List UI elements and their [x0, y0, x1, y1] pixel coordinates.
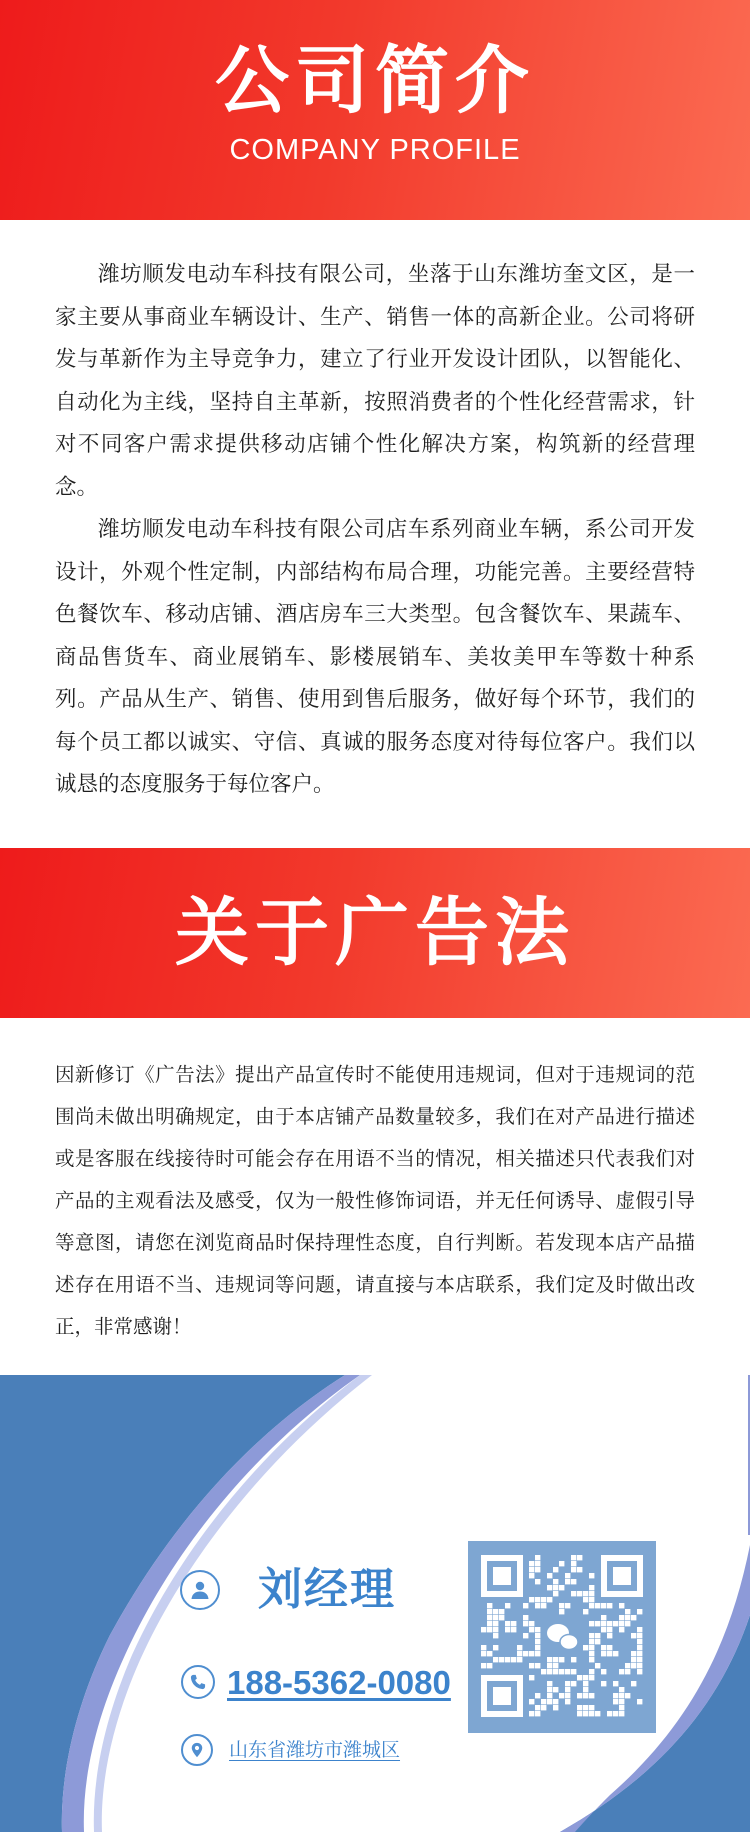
qr-module	[565, 1693, 570, 1698]
qr-module	[565, 1579, 570, 1584]
qr-module	[595, 1621, 600, 1626]
qr-module	[589, 1705, 594, 1710]
qr-code-pattern	[480, 1553, 644, 1721]
qr-module	[505, 1657, 510, 1662]
qr-module	[577, 1693, 582, 1698]
advertising-law-banner	[0, 848, 750, 1018]
qr-module	[529, 1663, 534, 1668]
qr-module	[589, 1603, 594, 1608]
qr-module	[625, 1669, 630, 1674]
qr-module	[529, 1573, 534, 1578]
qr-module	[547, 1663, 552, 1668]
qr-module	[583, 1681, 588, 1686]
company-profile-title: 公司简介	[215, 38, 535, 124]
qr-module	[583, 1705, 588, 1710]
qr-module	[529, 1711, 534, 1716]
wechat-qr-code[interactable]	[468, 1541, 656, 1733]
qr-module	[529, 1567, 534, 1572]
contact-card	[0, 1375, 750, 1832]
qr-module	[559, 1693, 564, 1698]
qr-module	[535, 1651, 540, 1656]
qr-module	[589, 1597, 594, 1602]
qr-module	[583, 1591, 588, 1596]
qr-module	[535, 1597, 540, 1602]
qr-module	[637, 1609, 642, 1614]
qr-module	[595, 1711, 600, 1716]
qr-module	[523, 1621, 528, 1626]
qr-module	[625, 1615, 630, 1620]
qr-module	[547, 1597, 552, 1602]
qr-module	[613, 1693, 618, 1698]
qr-module	[559, 1669, 564, 1674]
qr-module	[493, 1621, 498, 1626]
qr-module	[583, 1645, 588, 1650]
qr-module	[571, 1669, 576, 1674]
qr-module	[637, 1633, 642, 1638]
qr-module	[529, 1561, 534, 1566]
qr-module	[583, 1711, 588, 1716]
qr-module	[625, 1609, 630, 1614]
qr-module	[595, 1633, 600, 1638]
qr-module	[583, 1675, 588, 1680]
qr-module	[631, 1657, 636, 1662]
qr-module	[547, 1585, 552, 1590]
qr-module	[511, 1657, 516, 1662]
qr-module	[541, 1705, 546, 1710]
qr-module	[535, 1567, 540, 1572]
qr-module	[523, 1603, 528, 1608]
qr-module	[631, 1651, 636, 1656]
qr-module	[589, 1669, 594, 1674]
qr-finder-square	[493, 1567, 511, 1585]
qr-module	[487, 1615, 492, 1620]
qr-module	[547, 1573, 552, 1578]
qr-module	[637, 1645, 642, 1650]
qr-module	[589, 1585, 594, 1590]
qr-module	[613, 1621, 618, 1626]
qr-module	[631, 1681, 636, 1686]
qr-module	[535, 1633, 540, 1638]
qr-module	[529, 1621, 534, 1626]
qr-module	[583, 1693, 588, 1698]
address-row[interactable]	[181, 1734, 400, 1766]
qr-module	[601, 1621, 606, 1626]
qr-module	[571, 1555, 576, 1560]
qr-module	[535, 1639, 540, 1644]
qr-module	[553, 1663, 558, 1668]
qr-module	[631, 1633, 636, 1638]
qr-module	[571, 1567, 576, 1572]
qr-module	[553, 1567, 558, 1572]
qr-module	[601, 1615, 606, 1620]
qr-module	[565, 1669, 570, 1674]
qr-module	[487, 1621, 492, 1626]
qr-module	[547, 1687, 552, 1692]
qr-module	[619, 1603, 624, 1608]
qr-module	[589, 1573, 594, 1578]
qr-module	[535, 1579, 540, 1584]
qr-module	[547, 1699, 552, 1704]
qr-module	[493, 1615, 498, 1620]
qr-module	[523, 1633, 528, 1638]
qr-module	[535, 1645, 540, 1650]
manager-row	[180, 1564, 396, 1615]
qr-module	[553, 1699, 558, 1704]
qr-module	[535, 1693, 540, 1698]
qr-module	[481, 1651, 486, 1656]
qr-module	[577, 1591, 582, 1596]
phone-icon	[181, 1665, 215, 1699]
qr-module	[529, 1651, 534, 1656]
qr-module	[577, 1675, 582, 1680]
qr-module	[553, 1669, 558, 1674]
qr-module	[625, 1621, 630, 1626]
qr-module	[589, 1711, 594, 1716]
qr-module	[583, 1609, 588, 1614]
qr-module	[505, 1603, 510, 1608]
qr-module	[553, 1585, 558, 1590]
qr-module	[583, 1597, 588, 1602]
qr-module	[553, 1705, 558, 1710]
qr-module	[595, 1603, 600, 1608]
qr-module	[535, 1561, 540, 1566]
qr-module	[487, 1609, 492, 1614]
qr-module	[601, 1645, 606, 1650]
qr-module	[583, 1687, 588, 1692]
qr-module	[535, 1627, 540, 1632]
advertising-law-title: 关于广告法	[175, 890, 575, 976]
person-icon	[180, 1570, 220, 1610]
qr-module	[565, 1687, 570, 1692]
qr-module	[517, 1657, 522, 1662]
qr-module	[499, 1615, 504, 1620]
qr-module	[559, 1585, 564, 1590]
qr-module	[493, 1645, 498, 1650]
qr-module	[559, 1609, 564, 1614]
qr-module	[547, 1657, 552, 1662]
qr-module	[637, 1627, 642, 1632]
company-profile-text	[55, 254, 695, 807]
qr-module	[499, 1657, 504, 1662]
qr-finder-square	[613, 1567, 631, 1585]
qr-module	[493, 1633, 498, 1638]
qr-module	[595, 1663, 600, 1668]
qr-module	[637, 1699, 642, 1704]
qr-module	[589, 1675, 594, 1680]
wechat-icon	[542, 1617, 582, 1657]
qr-module	[589, 1657, 594, 1662]
qr-module	[517, 1645, 522, 1650]
qr-module	[535, 1705, 540, 1710]
phone-row[interactable]	[181, 1665, 451, 1699]
qr-module	[625, 1663, 630, 1668]
qr-module	[481, 1627, 486, 1632]
qr-module	[601, 1669, 606, 1674]
qr-module	[523, 1651, 528, 1656]
advertising-law-text: 因新修订《广告法》提出产品宣传时不能使用违规词，但对于违规词的范围尚未做出明确规定，由于本店铺产品数量较多，我们在对产品进行描述或是客服在线接待时可能会存在用语不当的情况，相关描述只代表我们对产品的主观看法及感受，仅为一般性修饰词语，并无任何诱导、虚假引导等意图，请您在浏览商品时保持理性态度，自行判断。若发现本店产品描述存在用语不当、违规词等问题，请直接与本店联系，我们定及时做出改正，非常感谢！	[55, 1063, 695, 1338]
qr-module	[493, 1609, 498, 1614]
qr-module	[607, 1645, 612, 1650]
qr-module	[517, 1651, 522, 1656]
qr-module	[613, 1699, 618, 1704]
qr-module	[607, 1633, 612, 1638]
qr-module	[637, 1669, 642, 1674]
profile-paragraph-1: 潍坊顺发电动车科技有限公司，坐落于山东潍坊奎文区，是一家主要从事商业车辆设计、生产、销售一体的高新企业。公司将研发与革新作为主导竞争力，建立了行业开发设计团队，以智能化、自动化为主线，坚持自主革新，按照消费者的个性化经营需求，针对不同客户需求提供移动店铺个性化解决方案，构筑新的经营理念。	[55, 262, 695, 500]
qr-module	[619, 1627, 624, 1632]
qr-module	[619, 1615, 624, 1620]
qr-module	[631, 1615, 636, 1620]
qr-module	[499, 1609, 504, 1614]
qr-module	[601, 1651, 606, 1656]
qr-module	[613, 1681, 618, 1686]
qr-module	[601, 1681, 606, 1686]
qr-module	[589, 1591, 594, 1596]
qr-module	[589, 1621, 594, 1626]
qr-module	[637, 1639, 642, 1644]
qr-module	[529, 1597, 534, 1602]
qr-module	[481, 1645, 486, 1650]
qr-module	[637, 1657, 642, 1662]
qr-module	[607, 1627, 612, 1632]
qr-module	[541, 1603, 546, 1608]
qr-module	[523, 1615, 528, 1620]
qr-module	[577, 1567, 582, 1572]
qr-module	[565, 1699, 570, 1704]
profile-paragraph-2: 潍坊顺发电动车科技有限公司店车系列商业车辆，系公司开发设计，外观个性定制，内部结构布局合理，功能完善。主要经营特色餐饮车、移动店铺、酒店房车三大类型。包含餐饮车、果蔬车、商品售货车、商业展销车、影楼展销车、美妆美甲车等数十种系列。产品从生产、销售、使用到售后服务，做好每个环节，我们的每个员工都以诚实、守信、真诚的服务态度对待每位客户。我们以诚恳的态度服务于每位客户。	[55, 517, 695, 797]
phone-number-link[interactable]: 188-5362-0080	[227, 1663, 451, 1701]
qr-module	[535, 1555, 540, 1560]
qr-module	[571, 1657, 576, 1662]
company-profile-subtitle: COMPANY PROFILE	[229, 134, 521, 166]
qr-module	[547, 1669, 552, 1674]
qr-module	[535, 1711, 540, 1716]
qr-module	[535, 1603, 540, 1608]
qr-module	[541, 1669, 546, 1674]
qr-module	[589, 1645, 594, 1650]
qr-module	[487, 1651, 492, 1656]
qr-module	[559, 1561, 564, 1566]
manager-name: 刘经理	[258, 1564, 396, 1615]
qr-module	[619, 1687, 624, 1692]
qr-module	[559, 1603, 564, 1608]
qr-module	[547, 1681, 552, 1686]
qr-module	[619, 1699, 624, 1704]
qr-module	[619, 1669, 624, 1674]
qr-module	[601, 1603, 606, 1608]
qr-module	[529, 1675, 534, 1680]
qr-module	[571, 1681, 576, 1686]
qr-module	[565, 1603, 570, 1608]
qr-module	[553, 1591, 558, 1596]
qr-module	[625, 1693, 630, 1698]
qr-module	[607, 1651, 612, 1656]
qr-module	[559, 1657, 564, 1662]
qr-module	[487, 1627, 492, 1632]
qr-module	[535, 1663, 540, 1668]
qr-module	[553, 1687, 558, 1692]
qr-module	[565, 1573, 570, 1578]
qr-module	[619, 1621, 624, 1626]
qr-module	[619, 1711, 624, 1716]
qr-module	[637, 1651, 642, 1656]
qr-module	[613, 1711, 618, 1716]
qr-module	[589, 1633, 594, 1638]
qr-module	[571, 1561, 576, 1566]
qr-module	[571, 1591, 576, 1596]
address-link[interactable]: 山东省潍坊市潍城区	[229, 1738, 401, 1761]
qr-module	[607, 1621, 612, 1626]
qr-module	[589, 1693, 594, 1698]
qr-module	[487, 1663, 492, 1668]
qr-module	[553, 1579, 558, 1584]
qr-module	[565, 1681, 570, 1686]
qr-module	[619, 1705, 624, 1710]
qr-module	[595, 1639, 600, 1644]
qr-module	[505, 1621, 510, 1626]
qr-module	[511, 1627, 516, 1632]
location-pin-icon	[181, 1734, 213, 1766]
qr-finder-square	[493, 1687, 511, 1705]
qr-module	[541, 1699, 546, 1704]
qr-module	[547, 1693, 552, 1698]
qr-module	[613, 1651, 618, 1656]
qr-module	[577, 1705, 582, 1710]
qr-module	[607, 1711, 612, 1716]
qr-module	[493, 1627, 498, 1632]
qr-module	[607, 1603, 612, 1608]
qr-module	[601, 1627, 606, 1632]
qr-module	[505, 1627, 510, 1632]
qr-module	[511, 1621, 516, 1626]
qr-module	[529, 1627, 534, 1632]
qr-module	[619, 1693, 624, 1698]
qr-module	[571, 1579, 576, 1584]
qr-module	[631, 1663, 636, 1668]
qr-module	[541, 1597, 546, 1602]
company-profile-banner	[0, 0, 750, 220]
qr-module	[577, 1555, 582, 1560]
qr-module	[481, 1663, 486, 1668]
qr-module	[487, 1603, 492, 1608]
qr-module	[589, 1639, 594, 1644]
qr-module	[529, 1699, 534, 1704]
qr-module	[493, 1657, 498, 1662]
qr-module	[553, 1657, 558, 1662]
qr-module	[589, 1651, 594, 1656]
qr-module	[577, 1711, 582, 1716]
qr-module	[637, 1663, 642, 1668]
